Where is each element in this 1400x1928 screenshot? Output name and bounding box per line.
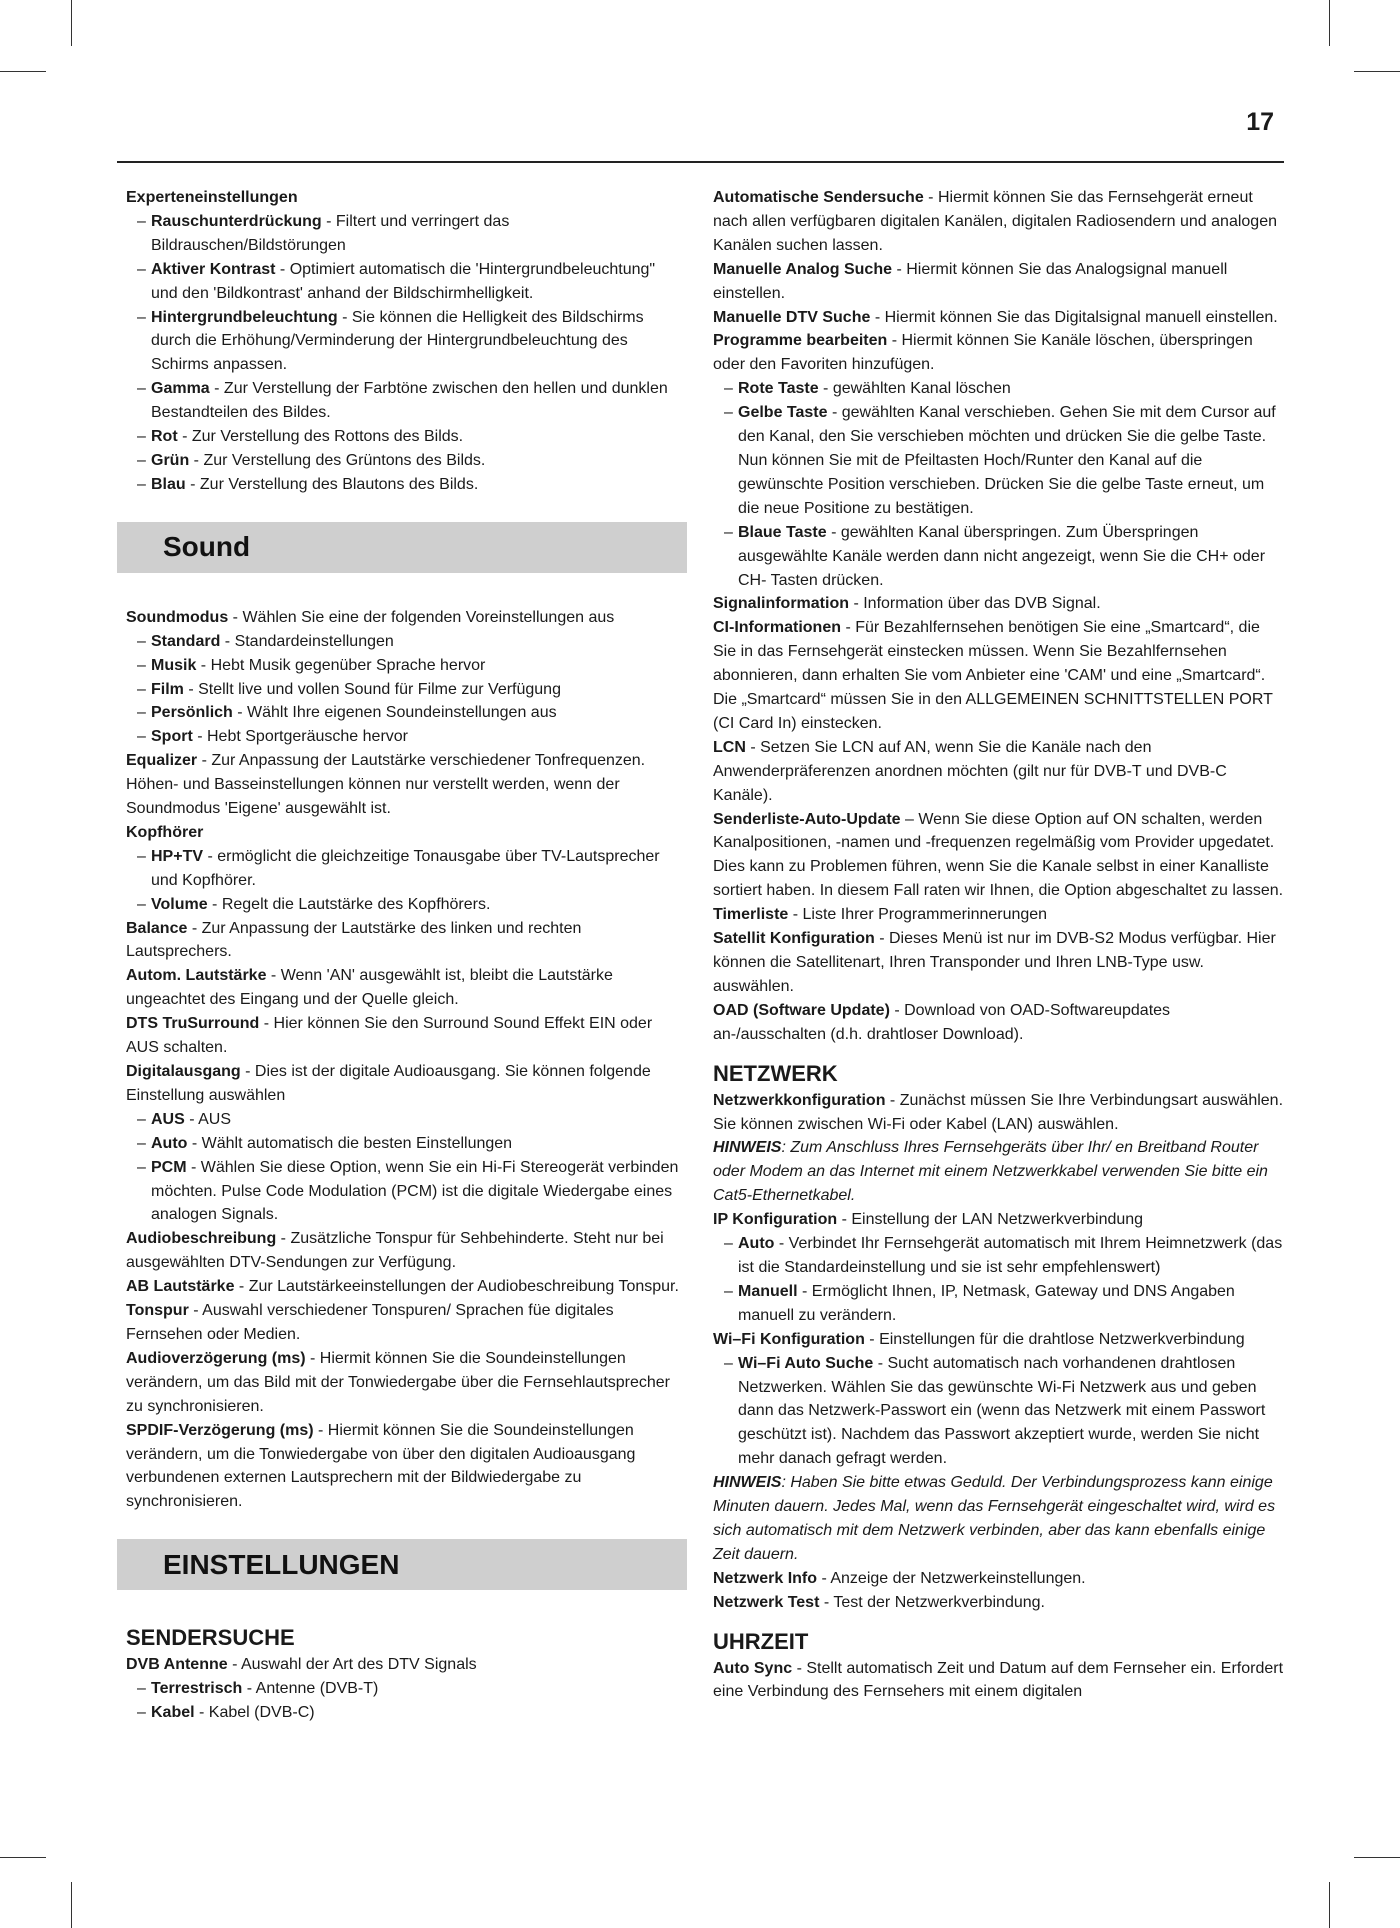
sound-heading: Sound bbox=[163, 531, 251, 563]
hinweis-note: HINWEIS: Zum Anschluss Ihres Fernsehgeräts über Ihr/ en Breitband Router oder Modem an das Internet mit einem Netzwerkkabel verwenden Sie bitte ein Cat5-Ethernetkabel. bbox=[713, 1139, 1268, 1205]
list-item: – Terrestrisch - Antenne (DVB-T) bbox=[126, 1677, 686, 1701]
list-item: – PCM - Wählen Sie diese Option, wenn Sie ein Hi-Fi Stereogerät verbinden möchten. Pulse Code Modulation (PCM) ist die digitale Wiedergabe eines analogen Signals. bbox=[126, 1156, 686, 1228]
list-item: – Gelbe Taste - gewählten Kanal verschieben. Gehen Sie mit dem Cursor auf den Kanal, den Sie verschieben möchten und drücken Sie die gelbe Taste. Nun können Sie mit de Pfeiltasten Hoch/Runter den Kanal auf die gewünschte Position verschieben. Drücken Sie die gelbe Taste erneut, um die neue Positione zu bestätigen. bbox=[713, 401, 1285, 521]
ip-paragraph: IP Konfiguration - Einstellung der LAN Netzwerkverbindung bbox=[713, 1211, 1144, 1229]
manuell-dtv-paragraph: Manuelle DTV Suche - Hiermit können Sie das Digitalsignal manuell einstellen. bbox=[713, 308, 1278, 326]
spacer bbox=[713, 1047, 1285, 1059]
list-item: – Blau - Zur Verstellung des Blautons des Bilds. bbox=[126, 473, 686, 497]
spdif-paragraph: SPDIF-Verzögerung (ms) - Hiermit können Sie die Soundeinstellungen verändern, um die Tonwiedergabe von über den digitalen Audioausgang verbundenen externen Lautsprechern mit der Bildwiedergabe zu synchronisieren. bbox=[126, 1421, 636, 1511]
list-item: – Rot - Zur Verstellung des Rottons des Bilds. bbox=[126, 425, 686, 449]
list-item: – Auto - Wählt automatisch die besten Einstellungen bbox=[126, 1132, 686, 1156]
audioverz-paragraph: Audioverzögerung (ms) - Hiermit können Sie die Soundeinstellungen verändern, um das Bild mit der Tonwiedergabe über die Fernsehlautsprecher zu synchronisieren. bbox=[126, 1349, 671, 1415]
list-item: – Musik - Hebt Musik gegenüber Sprache hervor bbox=[126, 654, 686, 678]
programme-paragraph: Programme bearbeiten - Hiermit können Sie Kanäle löschen, überspringen oder den Favoriten hinzufügen. bbox=[713, 332, 1253, 374]
tonspur-paragraph: Tonspur - Auswahl verschiedener Tonspuren/ Sprachen füe digitales Fernsehen oder Medien. bbox=[126, 1302, 614, 1343]
list-item: – Persönlich - Wählt Ihre eigenen Soundeinstellungen aus bbox=[126, 701, 686, 725]
timerliste-paragraph: Timerliste - Liste Ihrer Programmerinnerungen bbox=[713, 906, 1048, 924]
list-item: – Volume - Regelt die Lautstärke des Kopfhörers. bbox=[126, 893, 686, 917]
netzwerk-heading: NETZWERK bbox=[713, 1060, 838, 1086]
crop-mark bbox=[71, 1882, 72, 1928]
list-item: – Standard - Standardeinstellungen bbox=[126, 630, 686, 654]
spacer bbox=[713, 1615, 1285, 1627]
wifi-paragraph: Wi–Fi Konfiguration - Einstellungen für die drahtlose Netzwerkverbindung bbox=[713, 1330, 1245, 1348]
oad-paragraph: OAD (Software Update) - Download von OAD-Softwareupdates an-/ausschalten (d.h. drahtloser Download). bbox=[713, 1001, 1171, 1043]
list-item: – Sport - Hebt Sportgeräusche hervor bbox=[126, 725, 686, 749]
crop-mark bbox=[1329, 1882, 1330, 1928]
dts-paragraph: DTS TruSurround - Hier können Sie den Surround Sound Effekt EIN oder AUS schalten. bbox=[126, 1015, 653, 1057]
left-column bbox=[126, 186, 686, 1725]
balance-paragraph: Balance - Zur Anpassung der Lautstärke des linken und rechten Lautsprechers. bbox=[126, 919, 582, 961]
hinweis-note: HINWEIS: Haben Sie bitte etwas Geduld. Der Verbindungsprozess kann einige Minuten dauern. Jedes Mal, wenn das Fernsehgerät eingeschaltet wird, wird es sich automatisch mit dem Netzwerk verbinden, aber das kann ebenfalls einige Zeit dauern. bbox=[713, 1474, 1276, 1563]
senderliste-paragraph: Senderliste-Auto-Update – Wenn Sie diese Option auf ON schalten, werden Kanalpositionen, -namen und -frequenzen regelmäßig vom Provider upgedatet. Dies kann zu Problemen führen, wenn Sie die Kanale selbst in einer Kanalliste sortiert haben. In diesem Fall raten wir Ihnen, die Option abgeschaltet zu lassen. bbox=[713, 810, 1284, 900]
crop-mark bbox=[71, 0, 72, 46]
digital-paragraph: Digitalausgang - Dies ist der digitale Audioausgang. Sie können folgende Einstellung auswählen bbox=[126, 1063, 651, 1104]
crop-mark bbox=[1354, 71, 1400, 72]
satellit-paragraph: Satellit Konfiguration - Dieses Menü ist nur im DVB-S2 Modus verfügbar. Hier können die Satellitenart, Ihren Transponder und Ihren LNB-Type usw. auswählen. bbox=[713, 930, 1276, 995]
list-item: – Rote Taste - gewählten Kanal löschen bbox=[713, 377, 1285, 401]
auto-suche-paragraph: Automatische Sendersuche - Hiermit können Sie das Fernsehgerät erneut nach allen verfügbaren digitalen Kanälen, digitalen Radiosendern und analogen Kanälen suchen lassen. bbox=[713, 189, 1277, 254]
ab-paragraph: AB Lautstärke - Zur Lautstärkeeinstellungen der Audiobeschreibung Tonspur. bbox=[126, 1278, 679, 1296]
header-rule bbox=[117, 161, 1284, 163]
list-item: – Gamma - Zur Verstellung der Farbtöne zwischen den hellen und dunklen Bestandteilen des Bildes. bbox=[126, 377, 686, 425]
sound-section-band bbox=[117, 522, 687, 573]
crop-mark bbox=[0, 1857, 46, 1858]
lcn-paragraph: LCN - Setzen Sie LCN auf AN, wenn Sie die Kanäle nach den Anwenderpräferenzen anordnen möchten (gilt nur für DVB-T und DVB-C Kanäle). bbox=[713, 738, 1227, 804]
list-item: – Hintergrundbeleuchtung - Sie können die Helligkeit des Bildschirms durch die Erhöhung/Verminderung der Hintergrundbeleuchtung des Schirms anpassen. bbox=[126, 306, 686, 378]
list-item: – Wi–Fi Auto Suche - Sucht automatisch nach vorhandenen drahtlosen Netzwerken. Wählen Sie das gewünschte Wi-Fi Netzwerk aus und geben dann das Netzwerk-Passwort ein (wenn das Netzwerk mit einem Passwort geschützt ist). Nachdem das Passwort akzeptiert wurde, werden Sie nicht mehr danach gefragt werden. bbox=[713, 1352, 1285, 1472]
equalizer-paragraph: Equalizer - Zur Anpassung der Lautstärke verschiedener Tonfrequenzen. Höhen- und Basseinstellungen können nur verstellt werden, wenn der Soundmodus 'Eigene' ausgewählt ist. bbox=[126, 752, 646, 818]
autosync-paragraph: Auto Sync - Stellt automatisch Zeit und Datum auf dem Fernseher ein. Erfordert eine Verbindung des Fernsehers mit einem digitalen bbox=[713, 1659, 1284, 1701]
experten-title: Experteneinstellungen bbox=[126, 189, 298, 206]
right-column bbox=[713, 186, 1285, 1704]
list-item: – Aktiver Kontrast - Optimiert automatisch die 'Hintergrundbeleuchtung" und den 'Bildkontrast' anhand der Bildschirmhelligkeit. bbox=[126, 258, 686, 306]
list-item: – AUS - AUS bbox=[126, 1108, 686, 1132]
ci-paragraph: CI-Informationen - Für Bezahlfernsehen benötigen Sie eine „Smartcard“, die Sie in das Fernsehgerät einstecken müssen. Wenn Sie Bezahlfernsehen abonnieren, dann erhalten Sie vom Anbieter eine 'CAM' und eine „Smartcard“. Die „Smartcard“ müssen Sie in den ALLGEMEINEN SCHNITTSTELLEN PORT (CI Card In) einstecken. bbox=[713, 619, 1273, 732]
page-number: 17 bbox=[1246, 108, 1274, 136]
signal-paragraph: Signalinformation - Information über das DVB Signal. bbox=[713, 595, 1101, 613]
autom-paragraph: Autom. Lautstärke - Wenn 'AN' ausgewählt ist, bleibt die Lautstärke ungeachtet des Eingang und der Quelle gleich. bbox=[126, 967, 613, 1009]
list-item: – Blaue Taste - gewählten Kanal überspringen. Zum Überspringen ausgewählte Kanäle werden dann nicht angezeigt, wenn Sie die CH+ oder CH- Tasten drücken. bbox=[713, 521, 1285, 593]
kopfhoerer-title: Kopfhörer bbox=[126, 823, 204, 841]
soundmodus-paragraph: Soundmodus - Wählen Sie eine der folgenden Voreinstellungen aus bbox=[126, 608, 615, 626]
netzinfo-paragraph: Netzwerk Info - Anzeige der Netzwerkeinstellungen. bbox=[713, 1569, 1086, 1587]
list-item: – Kabel - Kabel (DVB-C) bbox=[126, 1701, 686, 1725]
manuell-analog-paragraph: Manuelle Analog Suche - Hiermit können Sie das Analogsignal manuell einstellen. bbox=[713, 260, 1228, 302]
list-item: – Rauschunterdrückung - Filtert und verringert das Bildrauschen/Bildstörungen bbox=[126, 210, 686, 258]
uhrzeit-heading: UHRZEIT bbox=[713, 1628, 809, 1654]
list-item: – HP+TV - ermöglicht die gleichzeitige Tonausgabe über TV-Lautsprecher und Kopfhörer. bbox=[126, 845, 686, 893]
netztest-paragraph: Netzwerk Test - Test der Netzwerkverbindung. bbox=[713, 1593, 1045, 1611]
list-item: – Auto - Verbindet Ihr Fernsehgerät automatisch mit Ihrem Heimnetzwerk (das ist die Standardeinstellung und sie ist sehr empfehlenswert) bbox=[713, 1232, 1285, 1280]
netzkonf-paragraph: Netzwerkkonfiguration - Zunächst müssen Sie Ihre Verbindungsart auswählen. Sie können zwischen Wi-Fi oder Kabel (LAN) auswählen. bbox=[713, 1091, 1284, 1133]
crop-mark bbox=[1329, 0, 1330, 46]
list-item: – Film - Stellt live und vollen Sound für Filme zur Verfügung bbox=[126, 678, 686, 702]
crop-mark bbox=[0, 71, 46, 72]
list-item: – Manuell - Ermöglicht Ihnen, IP, Netmask, Gateway und DNS Angaben manuell zu verändern. bbox=[713, 1280, 1285, 1328]
sendersuche-heading: SENDERSUCHE bbox=[126, 1625, 295, 1651]
einstellungen-heading: EINSTELLUNGEN bbox=[163, 1548, 400, 1580]
audiobeschreibung-paragraph: Audiobeschreibung - Zusätzliche Tonspur für Sehbehinderte. Steht nur bei ausgewählten DTV-Sendungen zur Verfügung. bbox=[126, 1230, 664, 1272]
einstellungen-section-band bbox=[117, 1539, 687, 1590]
list-item: – Grün - Zur Verstellung des Grüntons des Bilds. bbox=[126, 449, 686, 473]
dvb-paragraph: DVB Antenne - Auswahl der Art des DTV Signals bbox=[126, 1656, 477, 1674]
crop-mark bbox=[1354, 1857, 1400, 1858]
